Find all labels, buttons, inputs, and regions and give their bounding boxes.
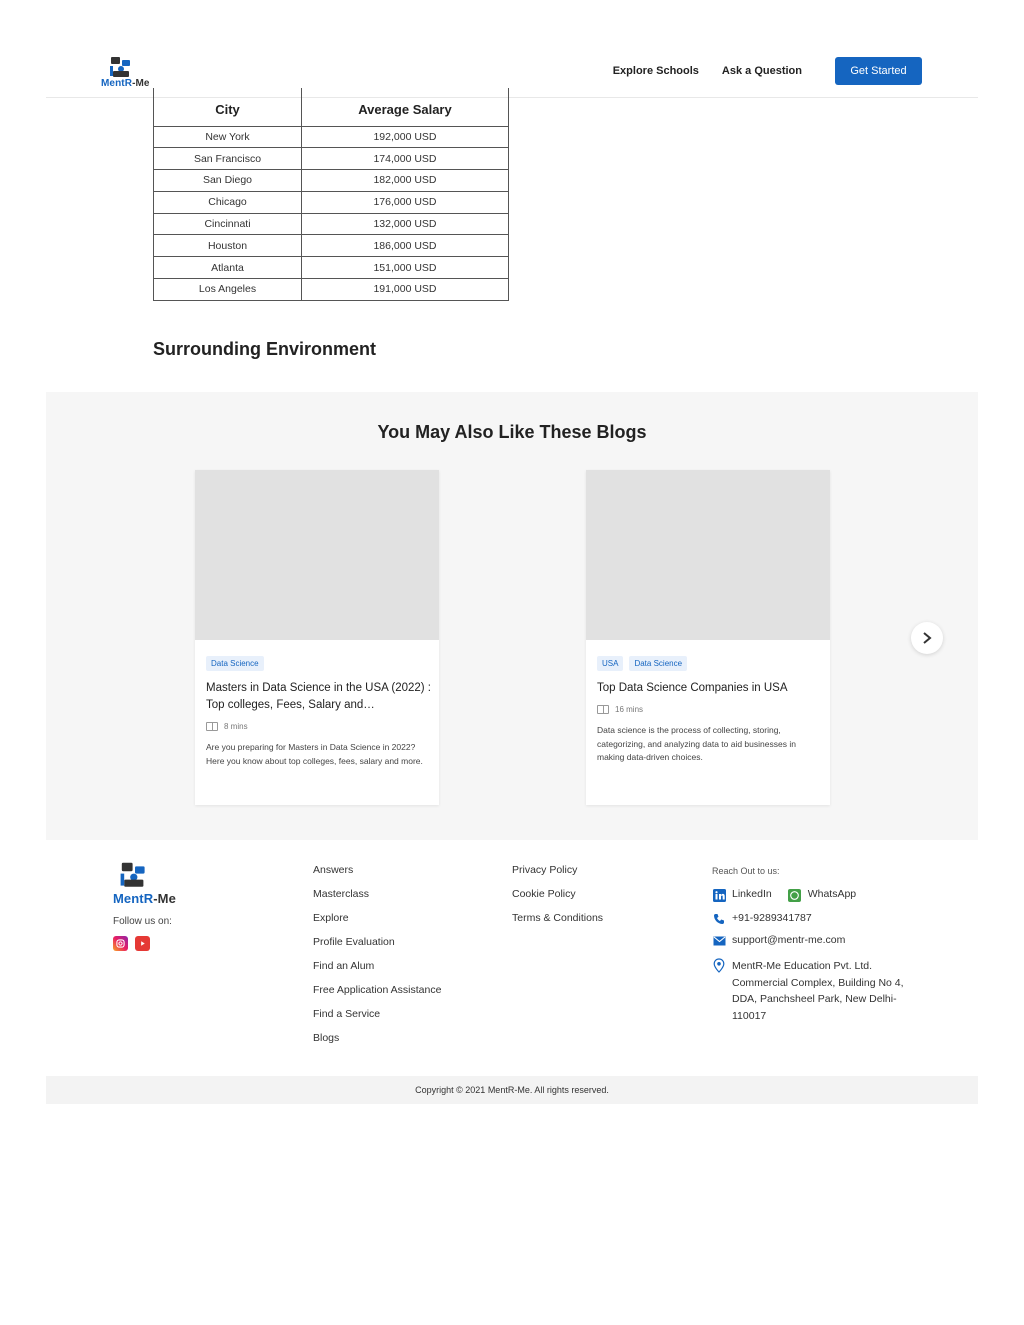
salary-cell: 151,000 USD xyxy=(302,257,509,279)
mentor-logo-icon xyxy=(107,56,137,80)
get-started-button[interactable]: Get Started xyxy=(835,57,922,85)
postal-address: MentR-Me Education Pvt. Ltd. Commercial Complex, Building No 4, DDA, Panchsheel Park, New Delhi-110017 xyxy=(732,960,904,1022)
blog-tags xyxy=(597,656,693,671)
copyright-bar: Copyright © 2021 MentR-Me. All rights reserved. xyxy=(46,1076,978,1104)
city-cell: Houston xyxy=(154,235,302,257)
blog-card[interactable] xyxy=(586,470,830,805)
footer-link-privacy[interactable]: Privacy Policy xyxy=(512,864,578,876)
blog-tag[interactable]: USA xyxy=(597,656,623,671)
city-cell: Cincinnati xyxy=(154,213,302,235)
email-contact xyxy=(712,934,845,948)
linkedin-icon[interactable] xyxy=(712,888,726,902)
book-icon xyxy=(597,705,609,714)
table-row xyxy=(154,235,509,257)
table-row xyxy=(154,279,509,301)
related-blogs-section xyxy=(46,392,978,840)
read-time-label: 8 mins xyxy=(224,722,248,731)
salary-cell: 191,000 USD xyxy=(302,279,509,301)
salary-cell: 192,000 USD xyxy=(302,126,509,148)
salary-cell: 176,000 USD xyxy=(302,191,509,213)
salary-cell: 186,000 USD xyxy=(302,235,509,257)
table-row xyxy=(154,257,509,279)
mail-icon xyxy=(712,934,726,948)
follow-label: Follow us on: xyxy=(113,916,172,927)
city-cell: New York xyxy=(154,126,302,148)
table-row xyxy=(154,126,509,148)
location-pin-icon xyxy=(712,958,726,972)
table-row xyxy=(154,170,509,192)
footer-link-application-assistance[interactable]: Free Application Assistance xyxy=(313,984,442,996)
address-contact xyxy=(712,958,912,1024)
city-cell: San Diego xyxy=(154,170,302,192)
blog-excerpt: Are you preparing for Masters in Data Science in 2022? Here you know about top colleges, fees, salary and more. xyxy=(206,742,423,766)
read-time xyxy=(206,722,248,731)
footer-link-cookie[interactable]: Cookie Policy xyxy=(512,888,576,900)
social-links xyxy=(113,936,157,951)
table-row xyxy=(154,191,509,213)
city-cell: Chicago xyxy=(154,191,302,213)
section-title: Surrounding Environment xyxy=(153,339,376,359)
footer-link-find-service[interactable]: Find a Service xyxy=(313,1008,381,1020)
column-header-city: City xyxy=(154,88,302,126)
whatsapp-link[interactable]: WhatsApp xyxy=(807,888,857,900)
logo-text-primary: MentR xyxy=(101,78,133,89)
phone-icon xyxy=(712,912,726,926)
phone-number[interactable]: +91-9289341787 xyxy=(732,912,812,924)
footer-link-blogs[interactable]: Blogs xyxy=(313,1032,340,1044)
footer-link-terms[interactable]: Terms & Conditions xyxy=(512,912,604,924)
footer-link-profile-evaluation[interactable]: Profile Evaluation xyxy=(313,936,395,948)
footer-links-column-2 xyxy=(512,864,603,936)
table-row xyxy=(154,213,509,235)
column-header-salary: Average Salary xyxy=(302,88,509,126)
social-contacts xyxy=(712,888,856,902)
nav-ask-question[interactable]: Ask a Question xyxy=(721,65,802,77)
footer-link-masterclass[interactable]: Masterclass xyxy=(313,888,370,900)
chevron-right-icon xyxy=(922,632,932,644)
logo-text-secondary: -Me xyxy=(132,78,150,89)
book-icon xyxy=(206,722,218,731)
footer-link-find-alum[interactable]: Find an Alum xyxy=(313,960,375,972)
blog-tag[interactable]: Data Science xyxy=(629,656,687,671)
email-address[interactable]: support@mentr-me.com xyxy=(732,934,846,946)
table-row xyxy=(154,148,509,170)
footer-logo[interactable] xyxy=(113,860,193,908)
city-cell: Atlanta xyxy=(154,257,302,279)
brand-logo[interactable] xyxy=(101,56,161,92)
phone-contact xyxy=(712,912,812,926)
city-cell: Los Angeles xyxy=(154,279,302,301)
blog-title[interactable]: Masters in Data Science in the USA (2022) : Top colleges, Fees, Salary and… xyxy=(206,682,431,711)
logo-text-primary: MentR xyxy=(113,891,154,906)
whatsapp-icon[interactable] xyxy=(788,888,802,902)
blog-tag[interactable]: Data Science xyxy=(206,656,264,671)
city-cell: San Francisco xyxy=(154,148,302,170)
site-header xyxy=(46,0,978,98)
salary-cell: 182,000 USD xyxy=(302,170,509,192)
read-time xyxy=(597,705,643,714)
footer-links-column-1 xyxy=(313,864,441,1056)
mentor-logo-icon xyxy=(117,860,153,892)
nav-explore-schools[interactable]: Explore Schools xyxy=(612,65,699,77)
footer-link-explore[interactable]: Explore xyxy=(313,912,349,924)
footer-link-answers[interactable]: Answers xyxy=(313,864,354,876)
salary-cell: 174,000 USD xyxy=(302,148,509,170)
instagram-icon[interactable] xyxy=(113,936,128,951)
blog-thumbnail xyxy=(586,470,830,640)
blogs-heading: You May Also Like These Blogs xyxy=(377,422,647,442)
table-header-row xyxy=(154,88,509,126)
blog-card[interactable] xyxy=(195,470,439,805)
salary-cell: 132,000 USD xyxy=(302,213,509,235)
salary-table xyxy=(153,88,509,301)
logo-text-secondary: -Me xyxy=(153,891,176,906)
carousel-next-button[interactable] xyxy=(911,622,943,654)
blog-title[interactable]: Top Data Science Companies in USA xyxy=(597,682,788,694)
blog-tags xyxy=(206,656,270,671)
blog-thumbnail xyxy=(195,470,439,640)
read-time-label: 16 mins xyxy=(615,705,644,714)
blog-excerpt: Data science is the process of collecting, storing, categorizing, and analyzing data to aid businesses in making data-driven choices. xyxy=(597,725,796,762)
main-nav xyxy=(613,57,922,85)
reach-out-label: Reach Out to us: xyxy=(712,866,780,876)
youtube-icon[interactable] xyxy=(135,936,150,951)
linkedin-link[interactable]: LinkedIn xyxy=(732,888,772,900)
